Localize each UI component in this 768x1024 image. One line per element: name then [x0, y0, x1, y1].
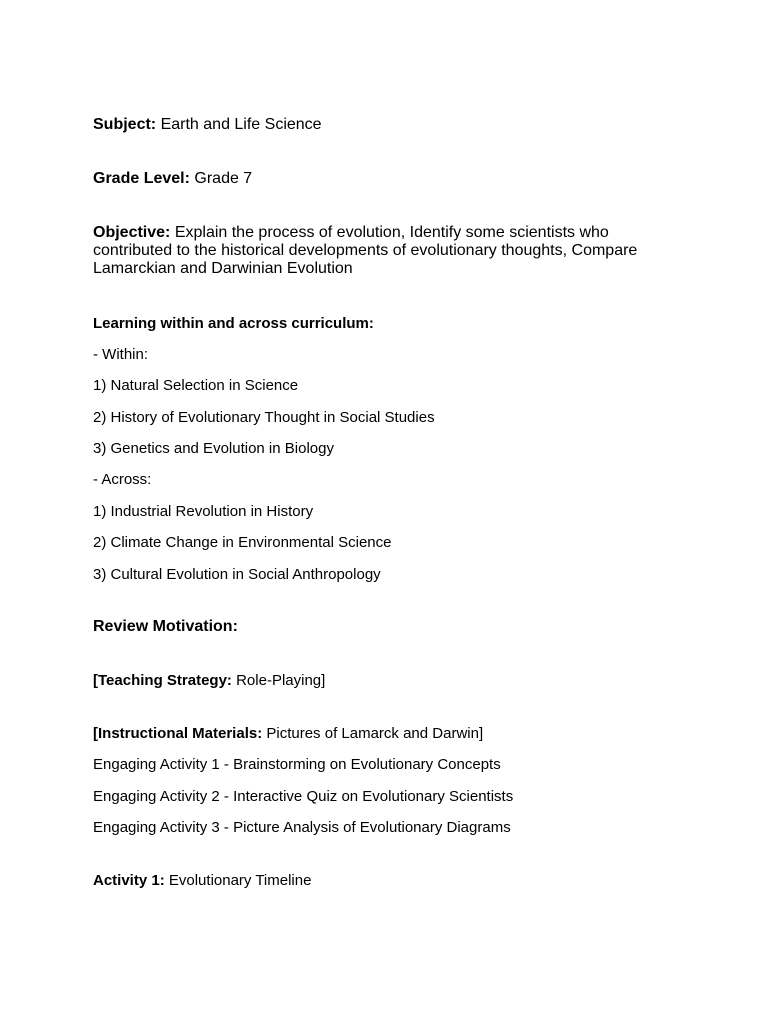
- across-item: 3) Cultural Evolution in Social Anthropology: [93, 566, 381, 583]
- subject-label: Subject:: [93, 116, 157, 133]
- objective-paragraph: [93, 224, 683, 278]
- engaging-activity: Engaging Activity 1 - Brainstorming on Evolutionary Concepts: [93, 756, 501, 773]
- across-item: 1) Industrial Revolution in History: [93, 503, 314, 520]
- within-label: - Within:: [93, 346, 149, 363]
- across-label: - Across:: [93, 471, 152, 488]
- grade-level-line: [93, 170, 693, 188]
- engaging-activity: Engaging Activity 3 - Picture Analysis of Evolutionary Diagrams: [93, 819, 511, 836]
- objective-label: Objective:: [93, 224, 171, 241]
- within-item: 1) Natural Selection in Science: [93, 377, 299, 394]
- activity1-label: Activity 1:: [93, 872, 165, 889]
- activity1-value: Evolutionary Timeline: [168, 872, 312, 889]
- objective-value: Explain the process of evolution, Identify some scientists who contributed to the historical developments of evolutionary thoughts, Compare Lamarckian and Darwinian Evolution: [93, 224, 638, 277]
- within-item: 3) Genetics and Evolution in Biology: [93, 440, 334, 457]
- instructional-materials-open-bracket: [: [93, 725, 98, 742]
- instructional-materials-line: [93, 725, 693, 742]
- instructional-materials-label: Instructional Materials:: [98, 725, 263, 742]
- learning-heading: Learning within and across curriculum:: [93, 315, 374, 332]
- across-item: 2) Climate Change in Environmental Science: [93, 534, 392, 551]
- instructional-materials-value: Pictures of Lamarck and Darwin]: [266, 725, 484, 742]
- within-item: 2) History of Evolutionary Thought in Social Studies: [93, 409, 435, 426]
- teaching-strategy-open-bracket: [: [93, 672, 98, 689]
- grade-level-label: Grade Level:: [93, 170, 190, 187]
- engaging-activity: Engaging Activity 2 - Interactive Quiz on Evolutionary Scientists: [93, 788, 514, 805]
- review-motivation-heading: Review Motivation:: [93, 618, 238, 635]
- activity1-line: [93, 872, 693, 889]
- subject-line: [93, 116, 693, 134]
- teaching-strategy-value: Role-Playing]: [236, 672, 326, 689]
- grade-level-value: Grade 7: [194, 170, 253, 187]
- teaching-strategy-line: [93, 672, 693, 689]
- teaching-strategy-label: Teaching Strategy:: [98, 672, 232, 689]
- subject-value: Earth and Life Science: [160, 116, 322, 133]
